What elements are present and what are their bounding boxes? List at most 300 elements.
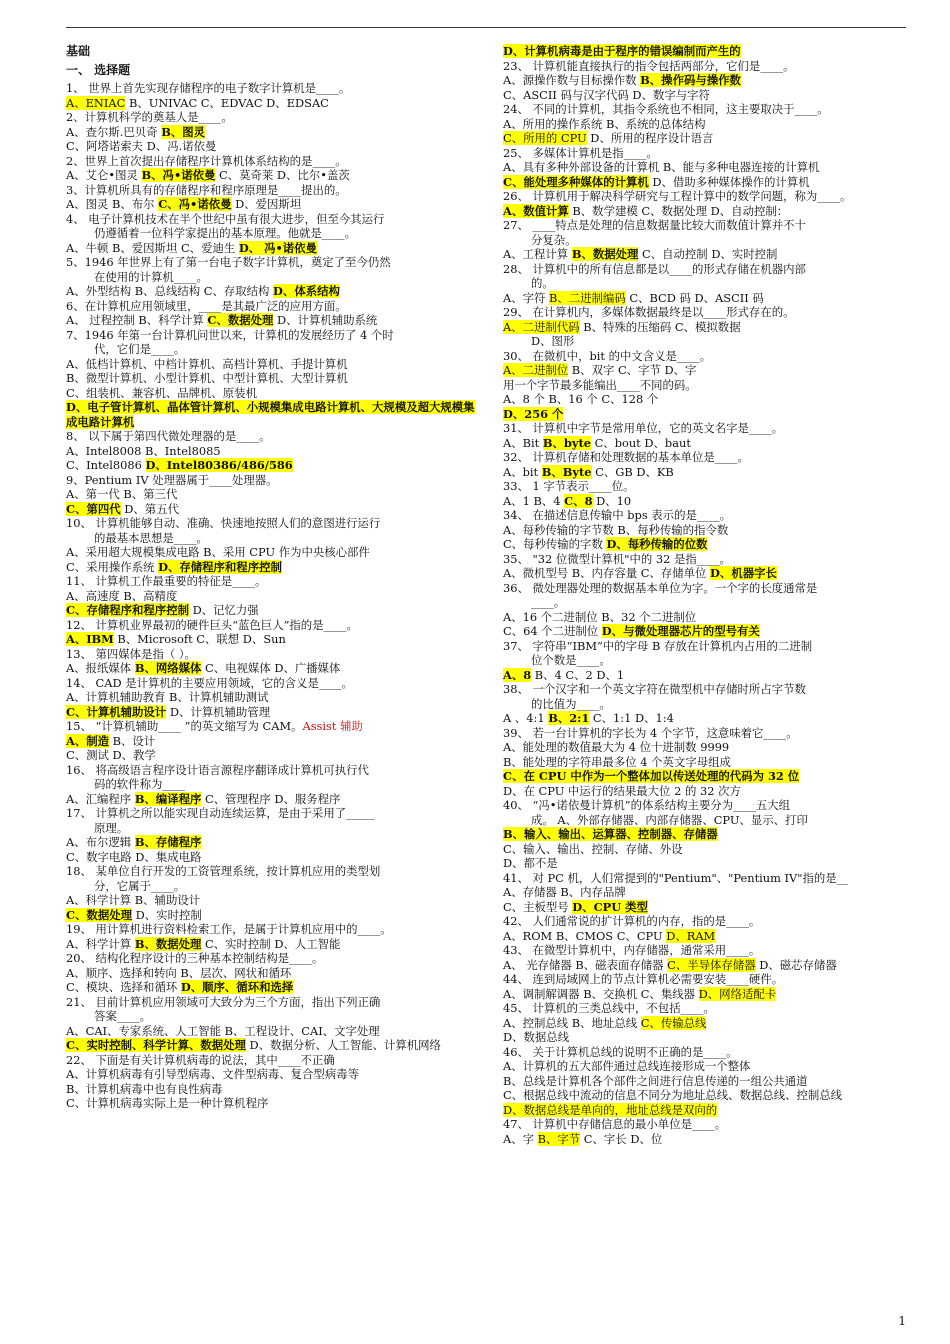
text-segment: D、磁芯存储器 (755, 957, 837, 972)
left-line (66, 313, 476, 328)
highlighted-answer: D、CPU 类型 (572, 899, 648, 914)
right-line (503, 581, 913, 596)
left-line (66, 922, 476, 937)
text-segment: 6、在计算机应用领域里，____是其最广泛的应用方面。 (66, 298, 347, 313)
left-column (66, 44, 476, 1111)
highlighted-answer: C、冯•诺依曼 (158, 197, 232, 211)
text-segment: A、存储器 B、内存品牌 (503, 885, 626, 899)
right-line (503, 987, 913, 1002)
left-line (66, 502, 476, 517)
text-segment: 29、 在计算机内，多媒体数据最终是以____形式存在的。 (503, 305, 795, 319)
text-segment: 答案____。 (94, 1009, 151, 1023)
left-line (66, 792, 476, 807)
right-line (503, 102, 913, 117)
highlighted-answer: D、顺序、循环和选择 (180, 980, 294, 994)
text-segment: A、工程计算 (503, 247, 572, 261)
text-segment: D、第五代 (120, 501, 179, 516)
left-line (66, 980, 476, 995)
right-line (503, 320, 913, 335)
right-line (503, 276, 913, 291)
right-line (503, 262, 913, 277)
highlighted-answer: C、半导体存储器 (667, 957, 756, 972)
text-segment: D、数据分析、人工智能、计算机网络 (245, 1038, 441, 1052)
text-segment: 20、 结构化程序设计的三种基本控制结构是____。 (66, 951, 324, 965)
left-line (66, 603, 476, 618)
right-line (503, 682, 913, 697)
text-segment: C、BCD 码 D、ASCII 码 (625, 290, 764, 305)
text-segment: D、都不是 (503, 856, 558, 870)
text-segment: A、计算机的五大部件通过总线连接形成一个整体 (503, 1059, 751, 1073)
text-segment: A、汇编程序 (66, 791, 135, 806)
left-line (66, 690, 476, 705)
left-line (66, 531, 476, 546)
page-number: 1 (898, 1314, 906, 1328)
text-segment: A、顺序、选择和转向 B、层次、网状和循环 (66, 965, 292, 980)
highlighted-answer: A、数值计算 (503, 203, 569, 218)
text-segment: B、微型计算机、小型计算机、中型计算机、大型计算机 (66, 371, 348, 385)
left-line (66, 1053, 476, 1068)
text-segment: C、bout D、baut (590, 435, 691, 450)
right-line (503, 537, 913, 552)
left-line (66, 400, 476, 429)
left-line (66, 516, 476, 531)
left-line (66, 386, 476, 401)
text-segment: A、牛顿 B、爱因斯坦 C、爱迪生 (66, 240, 239, 255)
left-line (66, 197, 476, 212)
text-segment: 19、 用计算机进行资料检索工作，是属于计算机应用中的____。 (66, 922, 392, 936)
text-segment: 在使用的计算机____。 (94, 269, 208, 284)
highlighted-answer: A、ENIAC (66, 95, 126, 110)
left-line (66, 241, 476, 256)
right-line (503, 1045, 913, 1060)
text-segment: D、数据总线 (503, 1030, 570, 1044)
text-segment: B、双字 C、字节 D、字 (568, 363, 697, 377)
highlighted-answer: C、传输总线 (640, 1015, 707, 1030)
right-line (503, 436, 913, 451)
left-line (66, 357, 476, 372)
right-line (503, 1117, 913, 1132)
text-segment: A、科学计算 B、辅助设计 (66, 893, 201, 907)
highlighted-answer: D、256 个 (503, 406, 564, 421)
left-line (66, 705, 476, 720)
text-segment: 28、 计算机中的所有信息都是以____的形式存储在机器内部 (503, 261, 806, 276)
text-segment: 成。 A、外部存储器、内部存储器、CPU、显示、打印 (531, 812, 808, 827)
right-line (503, 914, 913, 929)
text-segment: 13、 第四媒体是指（ ）。 (66, 646, 196, 661)
left-line (66, 821, 476, 836)
right-line (503, 885, 913, 900)
right-line (503, 1001, 913, 1016)
left-line (66, 342, 476, 357)
text-segment: A、所用的操作系统 B、系统的总体结构 (503, 116, 706, 131)
right-line (503, 363, 913, 378)
text-segment: C、模块、选择和循环 (66, 980, 181, 994)
text-segment: A、采用超大规模集成电路 B、采用 CPU 作为中央核心部件 (66, 545, 370, 559)
right-line (503, 247, 913, 262)
text-segment: C、每秒传输的字数 (503, 537, 607, 551)
text-segment: 12、 计算机业界最初的硬件巨头“蓝色巨人”指的是____。 (66, 617, 358, 632)
highlighted-answer: D、Intel80386/486/586 (145, 458, 293, 472)
text-segment: D、实时控制 (132, 907, 202, 922)
highlighted-answer: C、所用的 CPU (503, 131, 587, 145)
left-line (66, 951, 476, 966)
text-segment: A、bit (503, 464, 542, 479)
text-segment: 42、 人们通常说的扩计算机的内存，指的是____。 (503, 914, 761, 928)
right-line (503, 595, 913, 610)
text-segment: C、自动控制 D、实时控制 (638, 247, 778, 261)
left-line (66, 371, 476, 386)
text-segment: 原理。 (94, 820, 129, 835)
left-line (66, 589, 476, 604)
text-segment: 32、 计算机存储和处理数据的基本单位是____。 (503, 450, 749, 464)
left-line (66, 835, 476, 850)
text-segment: 26、 计算机用于解决科学研究与工程计算中的数学问题，称为____。 (503, 189, 852, 203)
left-line (66, 1038, 476, 1053)
text-segment: A、字符 (503, 290, 550, 305)
text-segment: 用一个字节最多能编出____不同的码。 (503, 377, 697, 392)
right-line (503, 566, 913, 581)
highlighted-answer: B、数据处理 (134, 936, 202, 951)
highlighted-answer: B、操作码与操作数 (640, 73, 741, 87)
text-segment: A、科学计算 (66, 936, 135, 951)
right-line (503, 929, 913, 944)
left-line (66, 893, 476, 908)
right-line (503, 769, 913, 784)
text-segment: D、爱因斯坦 (231, 197, 302, 211)
text-segment: A、源操作数与目标操作数 (503, 73, 641, 87)
right-line (503, 291, 913, 306)
highlighted-answer: D、电子管计算机、晶体管计算机、小规模集成电路计算机、大规模及超大规模集成电路计算机 (66, 400, 475, 429)
text-segment: A、 光存储器 B、磁表面存储器 (503, 957, 668, 972)
text-segment: 43、 在微型计算机中，内存储器，通常采用____。 (503, 943, 761, 957)
right-line (503, 653, 913, 668)
text-segment: 5、1946 年世界上有了第一台电子数字计算机，奠定了至今仍然 (66, 255, 391, 269)
text-segment: 仍遵循着一位科学家提出的基本原理。他就是____。 (94, 226, 356, 240)
text-segment: A、8 个 B、16 个 C、128 个 (503, 392, 659, 406)
left-line (66, 647, 476, 662)
left-line (66, 719, 476, 734)
text-segment: 33、 1 字节表示____位。 (503, 479, 635, 493)
text-segment: C、根据总线中流动的信息不同分为地址总线、数据总线、控制总线 (503, 1088, 843, 1102)
right-line (503, 755, 913, 770)
right-line (503, 378, 913, 393)
text-segment: 23、 计算机能直接执行的指令包括两部分，它们是____。 (503, 58, 795, 73)
text-segment: A、外型结构 B、总线结构 C、存取结构 (66, 284, 274, 298)
highlighted-answer: C、计算机辅助设计 (66, 704, 167, 719)
text-segment: C、1:1 D、1:4 (589, 711, 674, 725)
text-segment: C、测试 D、教学 (66, 748, 156, 762)
right-line (503, 465, 913, 480)
text-segment: A、计算机病毒有引导型病毒、文件型病毒、复合型病毒等 (66, 1067, 359, 1081)
text-segment: A、控制总线 B、地址总线 (503, 1015, 641, 1030)
text-segment: B、总线是计算机各个部件之间进行信息传递的一组公共通道 (503, 1073, 808, 1088)
highlighted-answer: C、第四代 (66, 501, 121, 516)
left-line (66, 763, 476, 778)
right-line (503, 552, 913, 567)
left-line (66, 255, 476, 270)
left-line (66, 168, 476, 183)
highlighted-answer: A、二进制位 (503, 363, 569, 377)
text-segment: B、数学建模 C、数据处理 D、自动控制： (568, 203, 789, 218)
right-line (503, 1016, 913, 1031)
text-segment: A、低档计算机、中档计算机、高档计算机、手提计算机 (66, 356, 348, 371)
right-line (503, 856, 913, 871)
left-line (66, 966, 476, 981)
text-segment: ____。 (531, 595, 566, 609)
text-segment: C、主板型号 (503, 899, 573, 914)
right-line (503, 1088, 913, 1103)
right-line (503, 334, 913, 349)
highlighted-answer: B、冯•诺依曼 (141, 168, 216, 182)
text-segment: 10、 计算机能够自动、准确、快速地按照人们的意图进行运行 (66, 516, 381, 530)
right-line (503, 508, 913, 523)
highlighted-answer: B、网络媒体 (134, 661, 202, 675)
highlighted-answer: B、图灵 (161, 124, 206, 139)
text-segment: C、计算机病毒实际上是一种计算机程序 (66, 1096, 269, 1110)
text-segment: 44、 连到局域网上的节点计算机必需要安装____硬件。 (503, 972, 784, 986)
right-line (503, 972, 913, 987)
text-segment: 代，它们是____。 (94, 342, 186, 356)
text-segment: D、10 (592, 493, 632, 508)
right-line (503, 479, 913, 494)
highlighted-answer: D、 冯•诺依曼 (238, 240, 317, 255)
text-segment: 39、 若一台计算机的字长为 4 个字节，这意味着它____。 (503, 725, 798, 740)
highlighted-answer: D、体系结构 (273, 284, 340, 298)
right-line (503, 392, 913, 407)
text-segment: A、调制解调器 B、交换机 C、集线器 (503, 986, 699, 1001)
text-segment: C、GB D、KB (591, 464, 674, 479)
text-segment: A、Intel8008 B、Intel8085 (66, 443, 221, 458)
right-line (503, 1030, 913, 1045)
left-line (66, 154, 476, 169)
text-segment: 的最基本思想是____。 (94, 530, 208, 545)
left-line (66, 748, 476, 763)
text-segment: A、 过程控制 B、科学计算 (66, 313, 208, 327)
left-line (66, 864, 476, 879)
left-line (66, 995, 476, 1010)
highlighted-answer: B、二进制编码 (549, 290, 626, 305)
right-line (503, 958, 913, 973)
right-line (503, 175, 913, 190)
highlighted-answer: D、RAM (666, 928, 716, 943)
text-segment: 一、 选择题 (66, 62, 131, 77)
text-segment: C、电视媒体 D、广播媒体 (201, 661, 341, 675)
right-line (503, 305, 913, 320)
right-line (503, 711, 913, 726)
highlighted-answer: C、在 CPU 中作为一个整体加以传送处理的代码为 32 位 (503, 769, 800, 783)
left-line (66, 44, 476, 59)
text-segment: 31、 计算机中字节是常用单位，它的英文名字是____。 (503, 421, 784, 435)
text-segment: 3、计算机所具有的存储程序和程序原理是____提出的。 (66, 182, 347, 197)
left-line (66, 806, 476, 821)
highlighted-answer: C、实时控制、科学计算、数据处理 (66, 1038, 246, 1052)
left-line (66, 63, 476, 78)
text-segment: 7、1946 年第一台计算机问世以来，计算机的发展经历了 4 个时 (66, 327, 394, 342)
left-line (66, 1067, 476, 1082)
right-line (503, 1103, 913, 1118)
text-segment: 45、 计算机的三类总线中，不包括____。 (503, 1001, 715, 1015)
left-line (66, 545, 476, 560)
text-segment: D、图形 (531, 334, 575, 348)
left-line (66, 429, 476, 444)
text-segment: B、设计 (109, 733, 156, 748)
text-segment: 36、 微处理器处理的数据基本单位为字。一个字的长度通常是 (503, 580, 818, 595)
highlighted-answer: B、byte (542, 435, 591, 450)
right-line (503, 421, 913, 436)
highlighted-answer: B、编译程序 (134, 791, 202, 806)
left-line (66, 908, 476, 923)
text-segment: C、ASCII 码与汉字代码 D、数字与字符 (503, 87, 710, 102)
text-segment: 21、 目前计算机应用领域可大致分为三个方面，指出下列正确 (66, 994, 381, 1009)
text-segment: 的。 (531, 276, 554, 290)
left-line (66, 937, 476, 952)
text-segment: A、高速度 B、高精度 (66, 588, 178, 603)
highlighted-answer: B、Byte (541, 464, 592, 479)
text-segment: A、微机型号 B、内存容量 C、存储单位 (503, 566, 711, 580)
highlighted-answer: D、机器字长 (710, 566, 777, 580)
text-segment: 15、 “计算机辅助____ ”的英文缩写为 CAM。 (66, 719, 303, 733)
text-segment: 34、 在描述信息传输中 bps 表示的是____。 (503, 508, 732, 522)
text-segment: 分复杂。 (531, 232, 577, 247)
text-segment: A、ROM B、CMOS C、CPU (503, 928, 667, 943)
text-segment: C、输入、输出、控制、存储、外设 (503, 841, 683, 856)
left-line (66, 270, 476, 285)
text-segment: 1、 世界上首先实现存储程序的电子数字计算机是____。 (66, 81, 351, 95)
text-segment: A、布尔逻辑 (66, 835, 135, 849)
left-line (66, 473, 476, 488)
left-line (66, 1024, 476, 1039)
right-line (503, 668, 913, 683)
text-segment: A、16 个二进制位 B、32 个二进制位 (503, 609, 697, 624)
right-line (503, 726, 913, 741)
left-line (66, 618, 476, 633)
left-line (66, 560, 476, 575)
highlighted-answer: B、字节 (537, 1131, 581, 1146)
highlighted-answer: A、8 (503, 667, 532, 682)
highlighted-answer: D、存储程序和程序控制 (158, 559, 282, 574)
right-line (503, 523, 913, 538)
text-segment: B、4 C、2 D、1 (531, 667, 625, 682)
highlighted-answer: C、8 (564, 493, 593, 508)
text-segment: 38、 一个汉字和一个英文字符在微型机中存储时所占字节数 (503, 682, 806, 696)
text-segment: A、1 B、4 (503, 493, 565, 508)
highlighted-answer: B、存储程序 (134, 835, 202, 849)
left-line (66, 299, 476, 314)
left-line (66, 328, 476, 343)
right-line (503, 1074, 913, 1089)
highlighted-answer: A、制造 (66, 733, 110, 748)
right-line (503, 131, 913, 146)
left-line (66, 139, 476, 154)
left-line (66, 284, 476, 299)
text-segment: D、计算机辅助系统 (273, 313, 378, 327)
text-segment: 16、 将高级语言程序设计语言源程序翻译成计算机可执行代 (66, 762, 369, 777)
highlighted-answer: C、存储程序和程序控制 (66, 603, 189, 617)
text-segment: D、在 CPU 中运行的结果最大位 2 的 32 次方 (503, 783, 741, 798)
text-segment: B、Microsoft C、联想 D、Sun (113, 632, 286, 646)
text-segment: 的比值为____。 (531, 696, 611, 711)
text-segment: B、UNIVAC C、EDVAC D、EDSAC (125, 95, 329, 110)
right-line (503, 73, 913, 88)
text-segment: A、Bit (503, 435, 543, 450)
text-segment: 8、 以下属于第四代微处理器的是____。 (66, 429, 271, 443)
text-segment: 47、 计算机中存储信息的最小单位是____。 (503, 1117, 727, 1131)
left-line (66, 1082, 476, 1097)
text-segment: A、字 (503, 1131, 538, 1146)
right-line (503, 1059, 913, 1074)
text-segment: A、艾仑•图灵 (66, 168, 142, 182)
text-segment: C、管理程序 D、服务程序 (201, 791, 341, 806)
text-segment: A、查尔斯.巴贝奇 (66, 124, 162, 139)
text-segment: A、每秒传输的字节数 B、每秒传输的指令数 (503, 522, 729, 537)
highlighted-answer: B、输入、输出、运算器、控制器、存储器 (503, 827, 718, 841)
text-segment: 25、 多媒体计算机是指____。 (503, 145, 658, 160)
left-line (66, 487, 476, 502)
right-line (503, 117, 913, 132)
highlighted-answer: B、2:1 (548, 711, 590, 725)
left-line (66, 1096, 476, 1111)
right-line (503, 943, 913, 958)
text-segment: D、计算机辅助管理 (166, 704, 271, 719)
text-segment: 基础 (66, 44, 91, 58)
text-segment: A、能处理的数值最大为 4 位十进制数 9999 (503, 740, 730, 754)
right-column (503, 44, 913, 1146)
red-note: Assist 辅助 (302, 719, 363, 733)
left-line (66, 777, 476, 792)
right-line (503, 450, 913, 465)
right-line (503, 784, 913, 799)
text-segment: 17、 计算机之所以能实现自动连续运算，是由于采用了_____ (66, 806, 375, 820)
text-segment: C、实时控制 D、人工智能 (201, 936, 341, 951)
text-segment: 2、世界上首次提出存储程序计算机体系结构的是____。 (66, 153, 347, 168)
text-segment: A、计算机辅助教育 B、计算机辅助测试 (66, 690, 269, 704)
text-segment: 40、 “冯•诺依曼计算机”的体系结构主要分为____五大组 (503, 798, 791, 812)
left-line (66, 734, 476, 749)
text-segment: 22、 下面是有关计算机病毒的说法，其中____不正确 (66, 1052, 335, 1067)
left-line (66, 444, 476, 459)
right-line (503, 88, 913, 103)
right-line (503, 798, 913, 813)
highlighted-answer: D、计算机病毒是由于程序的错误编制而产生的 (503, 44, 741, 58)
left-line (66, 81, 476, 96)
right-line (503, 349, 913, 364)
right-line (503, 813, 913, 828)
text-segment: C、采用操作系统 (66, 559, 159, 574)
text-segment: C、64 个二进制位 (503, 624, 602, 638)
right-line (503, 610, 913, 625)
right-line (503, 842, 913, 857)
text-segment: 11、 计算机工作最重要的特征是____。 (66, 574, 267, 588)
right-line (503, 218, 913, 233)
left-line (66, 96, 476, 111)
text-segment: D、记忆力强 (188, 603, 259, 617)
highlighted-answer: C、数据处理 (66, 907, 133, 922)
text-segment: 46、 关于计算机总线的说明不正确的是____。 (503, 1044, 738, 1059)
text-segment: C、Intel8086 (66, 458, 146, 472)
right-line (503, 900, 913, 915)
left-line (66, 676, 476, 691)
text-segment: A、CAI、专家系统、人工智能 B、工程设计、CAI、文字处理 (66, 1023, 380, 1038)
text-segment: 24、 不同的计算机，其指令系统也不相同，这主要取决于____。 (503, 102, 829, 116)
right-line (503, 160, 913, 175)
text-segment: 41、 对 PC 机，人们常提到的"Pentium"、"Pentium IV"指的是__ (503, 870, 849, 885)
highlighted-answer: C、数据处理 (207, 313, 274, 327)
highlighted-answer: D、网络适配卡 (698, 986, 777, 1001)
text-segment: 14、 CAD 是计算机的主要应用领域，它的含义是____。 (66, 675, 354, 690)
text-segment: A、第一代 B、第三代 (66, 487, 178, 501)
right-line (503, 639, 913, 654)
right-line (503, 59, 913, 74)
